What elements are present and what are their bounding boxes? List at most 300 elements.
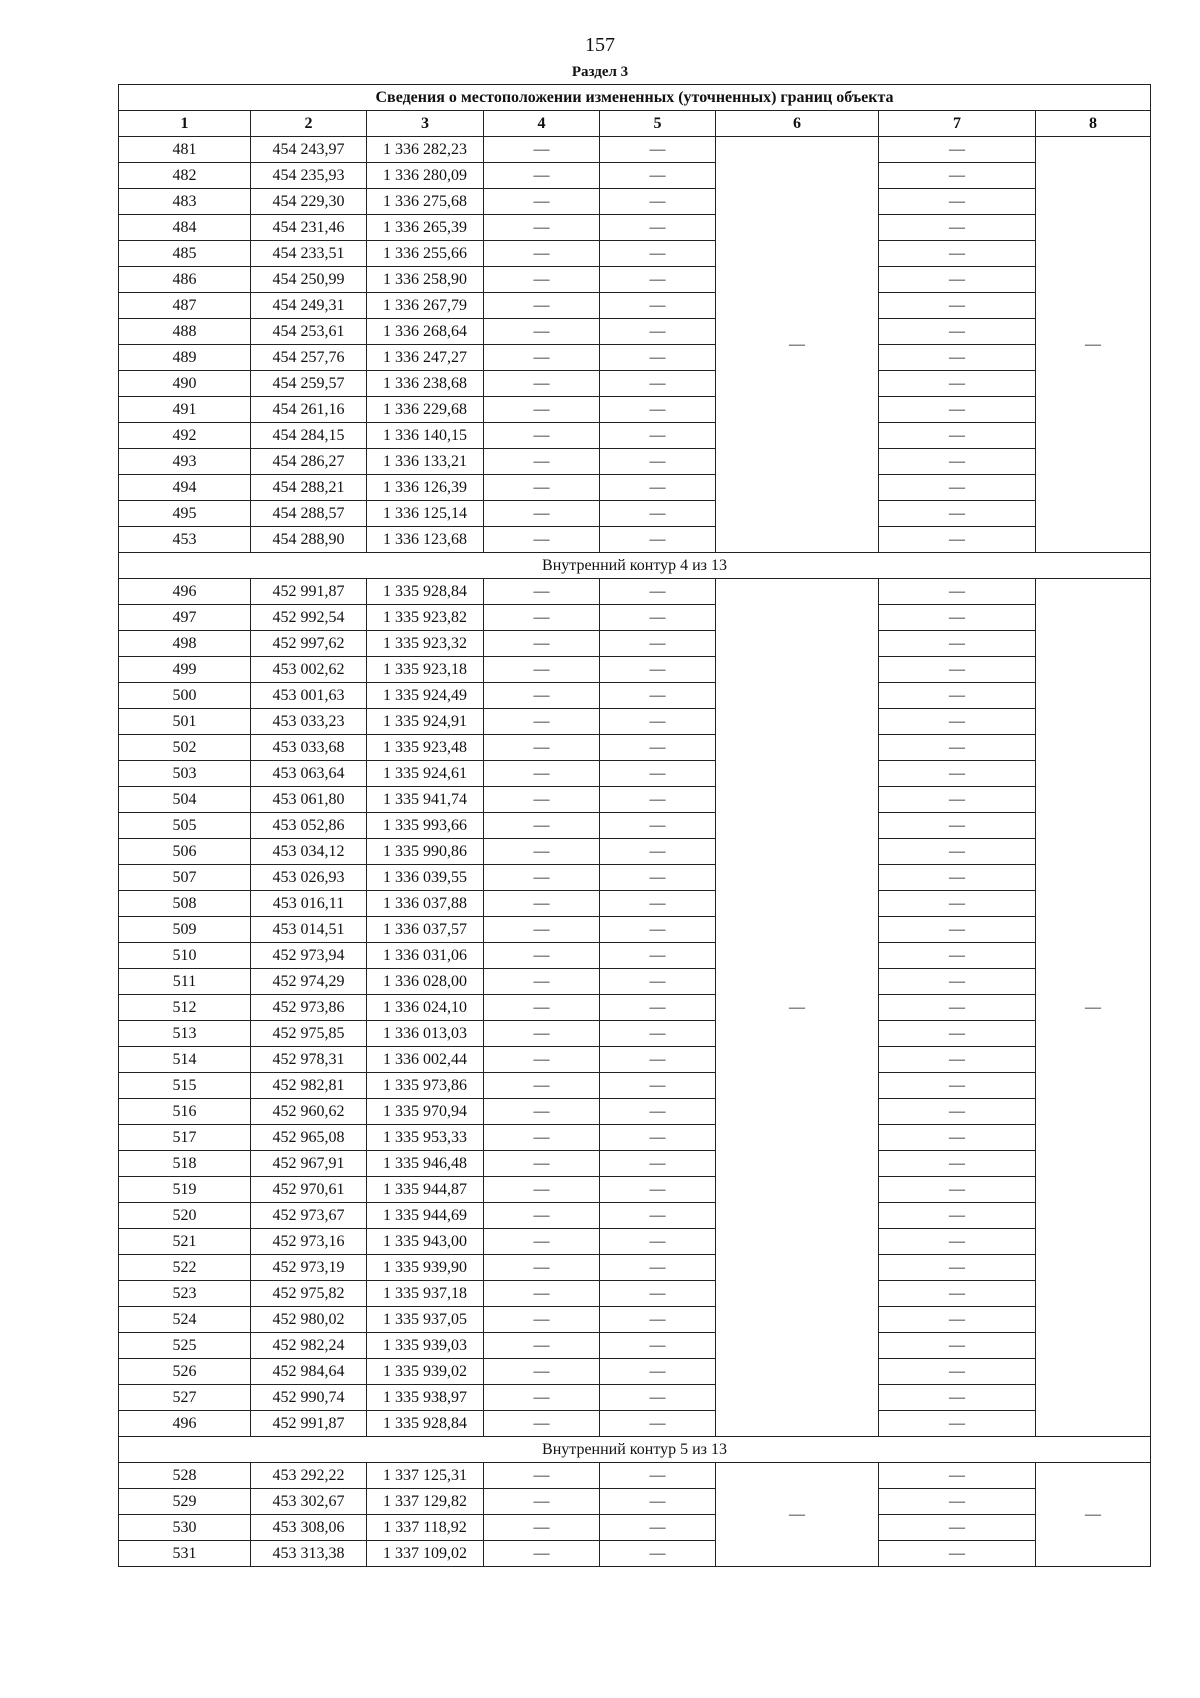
col4-dash-cell: —	[484, 735, 600, 761]
point-number-cell: 521	[119, 1229, 251, 1255]
point-number-cell: 493	[119, 449, 251, 475]
col5-dash-cell: —	[600, 1073, 716, 1099]
point-number-cell: 501	[119, 709, 251, 735]
col7-dash-cell: —	[879, 527, 1036, 553]
coordinate-x-cell: 452 973,94	[251, 943, 367, 969]
coordinate-y-cell: 1 335 924,61	[367, 761, 484, 787]
col4-dash-cell: —	[484, 813, 600, 839]
coordinate-y-cell: 1 337 109,02	[367, 1541, 484, 1567]
col7-dash-cell: —	[879, 865, 1036, 891]
point-number-cell: 526	[119, 1359, 251, 1385]
table-row	[119, 1333, 1151, 1359]
point-number-cell: 499	[119, 657, 251, 683]
page-number: 157	[585, 34, 615, 56]
coordinate-y-cell: 1 336 126,39	[367, 475, 484, 501]
coordinate-x-cell: 454 235,93	[251, 163, 367, 189]
col4-dash-cell: —	[484, 1541, 600, 1567]
point-number-cell: 481	[119, 137, 251, 163]
coordinate-x-cell: 453 033,23	[251, 709, 367, 735]
coordinate-y-cell: 1 336 024,10	[367, 995, 484, 1021]
col4-dash-cell: —	[484, 1125, 600, 1151]
coordinate-x-cell: 452 975,85	[251, 1021, 367, 1047]
point-number-cell: 492	[119, 423, 251, 449]
col5-dash-cell: —	[600, 631, 716, 657]
table-row	[119, 163, 1151, 189]
coordinate-y-cell: 1 335 939,03	[367, 1333, 484, 1359]
coordinate-y-cell: 1 335 928,84	[367, 579, 484, 605]
column-header: 6	[716, 111, 879, 137]
point-number-cell: 505	[119, 813, 251, 839]
coordinate-x-cell: 453 033,68	[251, 735, 367, 761]
col5-dash-cell: —	[600, 917, 716, 943]
point-number-cell: 515	[119, 1073, 251, 1099]
point-number-cell: 510	[119, 943, 251, 969]
coordinate-y-cell: 1 336 133,21	[367, 449, 484, 475]
col7-dash-cell: —	[879, 1541, 1036, 1567]
col4-dash-cell: —	[484, 267, 600, 293]
point-number-cell: 484	[119, 215, 251, 241]
col4-dash-cell: —	[484, 371, 600, 397]
col5-dash-cell: —	[600, 1047, 716, 1073]
point-number-cell: 528	[119, 1463, 251, 1489]
coordinate-y-cell: 1 335 990,86	[367, 839, 484, 865]
coordinate-y-cell: 1 336 282,23	[367, 137, 484, 163]
col5-dash-cell: —	[600, 163, 716, 189]
col4-dash-cell: —	[484, 397, 600, 423]
col7-dash-cell: —	[879, 475, 1036, 501]
point-number-cell: 508	[119, 891, 251, 917]
col4-dash-cell: —	[484, 1099, 600, 1125]
coordinates-table	[118, 84, 1151, 1567]
table-row	[119, 1541, 1151, 1567]
col7-dash-cell: —	[879, 501, 1036, 527]
col4-dash-cell: —	[484, 1151, 600, 1177]
coordinate-x-cell: 452 992,54	[251, 605, 367, 631]
col7-dash-cell: —	[879, 163, 1036, 189]
col5-dash-cell: —	[600, 1307, 716, 1333]
coordinate-y-cell: 1 336 028,00	[367, 969, 484, 995]
table-row	[119, 839, 1151, 865]
col5-dash-cell: —	[600, 293, 716, 319]
point-number-cell: 500	[119, 683, 251, 709]
point-number-cell: 524	[119, 1307, 251, 1333]
col4-dash-cell: —	[484, 1489, 600, 1515]
col7-dash-cell: —	[879, 1151, 1036, 1177]
col7-dash-cell: —	[879, 189, 1036, 215]
coordinate-x-cell: 453 313,38	[251, 1541, 367, 1567]
col4-dash-cell: —	[484, 501, 600, 527]
col5-dash-cell: —	[600, 787, 716, 813]
coordinate-x-cell: 453 061,80	[251, 787, 367, 813]
coordinate-y-cell: 1 336 229,68	[367, 397, 484, 423]
point-number-cell: 483	[119, 189, 251, 215]
coordinate-x-cell: 454 250,99	[251, 267, 367, 293]
coordinate-x-cell: 452 978,31	[251, 1047, 367, 1073]
coordinate-x-cell: 453 052,86	[251, 813, 367, 839]
col7-dash-cell: —	[879, 579, 1036, 605]
col4-dash-cell: —	[484, 215, 600, 241]
col4-dash-cell: —	[484, 423, 600, 449]
coordinate-x-cell: 452 967,91	[251, 1151, 367, 1177]
coordinate-x-cell: 452 980,02	[251, 1307, 367, 1333]
point-number-cell: 496	[119, 1411, 251, 1437]
col5-dash-cell: —	[600, 1099, 716, 1125]
point-number-cell: 502	[119, 735, 251, 761]
table-row	[119, 891, 1151, 917]
point-number-cell: 509	[119, 917, 251, 943]
col6-merged-dash-cell: —	[716, 579, 879, 1437]
point-number-cell: 495	[119, 501, 251, 527]
col4-dash-cell: —	[484, 709, 600, 735]
coordinate-x-cell: 452 960,62	[251, 1099, 367, 1125]
col7-dash-cell: —	[879, 943, 1036, 969]
table-row	[119, 293, 1151, 319]
point-number-cell: 513	[119, 1021, 251, 1047]
col4-dash-cell: —	[484, 1463, 600, 1489]
col4-dash-cell: —	[484, 1073, 600, 1099]
point-number-cell: 520	[119, 1203, 251, 1229]
col4-dash-cell: —	[484, 1203, 600, 1229]
coordinate-y-cell: 1 337 129,82	[367, 1489, 484, 1515]
col4-dash-cell: —	[484, 865, 600, 891]
col7-dash-cell: —	[879, 397, 1036, 423]
table-row	[119, 1021, 1151, 1047]
col4-dash-cell: —	[484, 189, 600, 215]
coordinate-x-cell: 454 259,57	[251, 371, 367, 397]
coordinate-y-cell: 1 335 973,86	[367, 1073, 484, 1099]
column-header: 1	[119, 111, 251, 137]
col4-dash-cell: —	[484, 1333, 600, 1359]
coordinate-y-cell: 1 335 939,90	[367, 1255, 484, 1281]
column-header: 4	[484, 111, 600, 137]
col5-dash-cell: —	[600, 995, 716, 1021]
point-number-cell: 517	[119, 1125, 251, 1151]
point-number-cell: 494	[119, 475, 251, 501]
col4-dash-cell: —	[484, 761, 600, 787]
point-number-cell: 486	[119, 267, 251, 293]
table-row	[119, 1411, 1151, 1437]
col7-dash-cell: —	[879, 1307, 1036, 1333]
col5-dash-cell: —	[600, 1515, 716, 1541]
col7-dash-cell: —	[879, 1255, 1036, 1281]
table-row	[119, 397, 1151, 423]
coordinate-x-cell: 453 063,64	[251, 761, 367, 787]
col7-dash-cell: —	[879, 761, 1036, 787]
col5-dash-cell: —	[600, 1463, 716, 1489]
point-number-cell: 482	[119, 163, 251, 189]
coordinate-y-cell: 1 336 037,57	[367, 917, 484, 943]
point-number-cell: 529	[119, 1489, 251, 1515]
col5-dash-cell: —	[600, 1151, 716, 1177]
col5-dash-cell: —	[600, 579, 716, 605]
coordinate-y-cell: 1 336 013,03	[367, 1021, 484, 1047]
col5-dash-cell: —	[600, 1333, 716, 1359]
table-row	[119, 1489, 1151, 1515]
col7-dash-cell: —	[879, 891, 1036, 917]
table-row	[119, 1099, 1151, 1125]
table-row	[119, 865, 1151, 891]
table-row	[119, 761, 1151, 787]
col5-dash-cell: —	[600, 345, 716, 371]
coordinate-x-cell: 454 288,90	[251, 527, 367, 553]
point-number-cell: 530	[119, 1515, 251, 1541]
col5-dash-cell: —	[600, 605, 716, 631]
col5-dash-cell: —	[600, 189, 716, 215]
coordinate-y-cell: 1 335 944,69	[367, 1203, 484, 1229]
coordinate-y-cell: 1 336 125,14	[367, 501, 484, 527]
col4-dash-cell: —	[484, 917, 600, 943]
col7-dash-cell: —	[879, 1359, 1036, 1385]
coordinate-y-cell: 1 335 941,74	[367, 787, 484, 813]
coordinate-x-cell: 452 997,62	[251, 631, 367, 657]
coordinate-x-cell: 452 970,61	[251, 1177, 367, 1203]
coordinate-x-cell: 453 002,62	[251, 657, 367, 683]
col7-dash-cell: —	[879, 215, 1036, 241]
col5-dash-cell: —	[600, 1359, 716, 1385]
table-row	[119, 605, 1151, 631]
col7-dash-cell: —	[879, 319, 1036, 345]
table-row	[119, 683, 1151, 709]
table-row	[119, 1047, 1151, 1073]
col7-dash-cell: —	[879, 1489, 1036, 1515]
coordinate-x-cell: 452 984,64	[251, 1359, 367, 1385]
col7-dash-cell: —	[879, 709, 1036, 735]
col4-dash-cell: —	[484, 1281, 600, 1307]
coordinate-y-cell: 1 336 280,09	[367, 163, 484, 189]
coordinate-x-cell: 453 034,12	[251, 839, 367, 865]
col7-dash-cell: —	[879, 1385, 1036, 1411]
col7-dash-cell: —	[879, 1411, 1036, 1437]
point-number-cell: 503	[119, 761, 251, 787]
point-number-cell: 497	[119, 605, 251, 631]
table-row	[119, 943, 1151, 969]
col5-dash-cell: —	[600, 267, 716, 293]
point-number-cell: 498	[119, 631, 251, 657]
coordinate-x-cell: 452 982,24	[251, 1333, 367, 1359]
point-number-cell: 453	[119, 527, 251, 553]
coordinate-y-cell: 1 336 275,68	[367, 189, 484, 215]
col7-dash-cell: —	[879, 813, 1036, 839]
col7-dash-cell: —	[879, 345, 1036, 371]
coordinate-y-cell: 1 335 993,66	[367, 813, 484, 839]
col4-dash-cell: —	[484, 137, 600, 163]
col7-dash-cell: —	[879, 631, 1036, 657]
col5-dash-cell: —	[600, 1203, 716, 1229]
col4-dash-cell: —	[484, 1515, 600, 1541]
point-number-cell: 519	[119, 1177, 251, 1203]
coordinate-y-cell: 1 335 938,97	[367, 1385, 484, 1411]
col7-dash-cell: —	[879, 839, 1036, 865]
col5-dash-cell: —	[600, 657, 716, 683]
col5-dash-cell: —	[600, 735, 716, 761]
col4-dash-cell: —	[484, 1021, 600, 1047]
contour-label: Внутренний контур 5 из 13	[119, 1437, 1151, 1463]
col7-dash-cell: —	[879, 735, 1036, 761]
contour-label: Внутренний контур 4 из 13	[119, 553, 1151, 579]
table-row	[119, 579, 1151, 605]
coordinate-y-cell: 1 335 924,49	[367, 683, 484, 709]
table-row	[119, 319, 1151, 345]
coordinate-x-cell: 452 973,86	[251, 995, 367, 1021]
coordinate-x-cell: 452 973,19	[251, 1255, 367, 1281]
table-row	[119, 1073, 1151, 1099]
point-number-cell: 491	[119, 397, 251, 423]
coordinate-x-cell: 454 284,15	[251, 423, 367, 449]
col4-dash-cell: —	[484, 319, 600, 345]
col7-dash-cell: —	[879, 423, 1036, 449]
col5-dash-cell: —	[600, 1385, 716, 1411]
col5-dash-cell: —	[600, 943, 716, 969]
col5-dash-cell: —	[600, 1125, 716, 1151]
point-number-cell: 516	[119, 1099, 251, 1125]
table-row	[119, 657, 1151, 683]
coordinate-y-cell: 1 335 924,91	[367, 709, 484, 735]
column-header: 3	[367, 111, 484, 137]
coordinate-x-cell: 454 231,46	[251, 215, 367, 241]
col4-dash-cell: —	[484, 891, 600, 917]
col5-dash-cell: —	[600, 813, 716, 839]
col7-dash-cell: —	[879, 1203, 1036, 1229]
col7-dash-cell: —	[879, 1229, 1036, 1255]
col7-dash-cell: —	[879, 1125, 1036, 1151]
table-row	[119, 1307, 1151, 1333]
col4-dash-cell: —	[484, 1255, 600, 1281]
coordinate-y-cell: 1 336 267,79	[367, 293, 484, 319]
coordinate-x-cell: 452 975,82	[251, 1281, 367, 1307]
col4-dash-cell: —	[484, 995, 600, 1021]
coordinate-y-cell: 1 335 937,05	[367, 1307, 484, 1333]
col7-dash-cell: —	[879, 1021, 1036, 1047]
col4-dash-cell: —	[484, 631, 600, 657]
point-number-cell: 527	[119, 1385, 251, 1411]
col4-dash-cell: —	[484, 579, 600, 605]
coordinate-y-cell: 1 335 937,18	[367, 1281, 484, 1307]
coordinate-y-cell: 1 337 125,31	[367, 1463, 484, 1489]
col5-dash-cell: —	[600, 501, 716, 527]
col8-merged-dash-cell: —	[1036, 579, 1151, 1437]
table-row	[119, 709, 1151, 735]
coordinate-x-cell: 454 233,51	[251, 241, 367, 267]
col4-dash-cell: —	[484, 787, 600, 813]
coordinate-y-cell: 1 335 943,00	[367, 1229, 484, 1255]
table-row	[119, 995, 1151, 1021]
point-number-cell: 525	[119, 1333, 251, 1359]
col4-dash-cell: —	[484, 293, 600, 319]
point-number-cell: 496	[119, 579, 251, 605]
coordinate-x-cell: 453 302,67	[251, 1489, 367, 1515]
coordinate-y-cell: 1 335 923,48	[367, 735, 484, 761]
coordinate-y-cell: 1 336 255,66	[367, 241, 484, 267]
coordinate-x-cell: 454 257,76	[251, 345, 367, 371]
table-row	[119, 501, 1151, 527]
col4-dash-cell: —	[484, 969, 600, 995]
coordinate-y-cell: 1 337 118,92	[367, 1515, 484, 1541]
col4-dash-cell: —	[484, 1047, 600, 1073]
coordinate-x-cell: 453 308,06	[251, 1515, 367, 1541]
column-header: 8	[1036, 111, 1151, 137]
table-row	[119, 527, 1151, 553]
col4-dash-cell: —	[484, 449, 600, 475]
col4-dash-cell: —	[484, 1411, 600, 1437]
coordinate-y-cell: 1 335 923,82	[367, 605, 484, 631]
table-row	[119, 917, 1151, 943]
coordinate-x-cell: 454 288,57	[251, 501, 367, 527]
table-title: Сведения о местоположении измененных (уточненных) границ объекта	[119, 85, 1151, 111]
table-row	[119, 631, 1151, 657]
coordinate-y-cell: 1 336 238,68	[367, 371, 484, 397]
col4-dash-cell: —	[484, 475, 600, 501]
coordinate-x-cell: 452 990,74	[251, 1385, 367, 1411]
coordinate-y-cell: 1 335 944,87	[367, 1177, 484, 1203]
table-row	[119, 241, 1151, 267]
coordinate-x-cell: 452 973,16	[251, 1229, 367, 1255]
col4-dash-cell: —	[484, 163, 600, 189]
coordinate-y-cell: 1 336 037,88	[367, 891, 484, 917]
point-number-cell: 531	[119, 1541, 251, 1567]
col4-dash-cell: —	[484, 1229, 600, 1255]
coordinate-x-cell: 453 001,63	[251, 683, 367, 709]
col5-dash-cell: —	[600, 761, 716, 787]
point-number-cell: 488	[119, 319, 251, 345]
coordinate-y-cell: 1 335 928,84	[367, 1411, 484, 1437]
column-header-row	[119, 111, 1151, 137]
table-row	[119, 735, 1151, 761]
coordinate-y-cell: 1 335 923,18	[367, 657, 484, 683]
coordinate-x-cell: 452 974,29	[251, 969, 367, 995]
table-row	[119, 1463, 1151, 1489]
coordinate-y-cell: 1 335 939,02	[367, 1359, 484, 1385]
point-number-cell: 511	[119, 969, 251, 995]
coordinate-x-cell: 454 286,27	[251, 449, 367, 475]
coordinate-y-cell: 1 336 002,44	[367, 1047, 484, 1073]
table-row	[119, 1359, 1151, 1385]
col4-dash-cell: —	[484, 943, 600, 969]
col5-dash-cell: —	[600, 475, 716, 501]
coordinate-y-cell: 1 336 268,64	[367, 319, 484, 345]
col8-merged-dash-cell: —	[1036, 1463, 1151, 1567]
col8-merged-dash-cell: —	[1036, 137, 1151, 553]
point-number-cell: 512	[119, 995, 251, 1021]
col4-dash-cell: —	[484, 1307, 600, 1333]
coordinate-y-cell: 1 335 953,33	[367, 1125, 484, 1151]
col7-dash-cell: —	[879, 683, 1036, 709]
col7-dash-cell: —	[879, 1333, 1036, 1359]
contour-label-row	[119, 1437, 1151, 1463]
table-row	[119, 1255, 1151, 1281]
coordinate-y-cell: 1 336 039,55	[367, 865, 484, 891]
col5-dash-cell: —	[600, 969, 716, 995]
point-number-cell: 522	[119, 1255, 251, 1281]
col7-dash-cell: —	[879, 787, 1036, 813]
col7-dash-cell: —	[879, 371, 1036, 397]
col4-dash-cell: —	[484, 241, 600, 267]
coordinate-x-cell: 454 249,31	[251, 293, 367, 319]
col7-dash-cell: —	[879, 1281, 1036, 1307]
table-row	[119, 969, 1151, 995]
col4-dash-cell: —	[484, 1359, 600, 1385]
col5-dash-cell: —	[600, 1229, 716, 1255]
col5-dash-cell: —	[600, 839, 716, 865]
point-number-cell: 506	[119, 839, 251, 865]
col4-dash-cell: —	[484, 605, 600, 631]
coordinate-x-cell: 454 243,97	[251, 137, 367, 163]
table-row	[119, 137, 1151, 163]
col5-dash-cell: —	[600, 371, 716, 397]
table-row	[119, 813, 1151, 839]
col5-dash-cell: —	[600, 137, 716, 163]
col7-dash-cell: —	[879, 995, 1036, 1021]
col6-merged-dash-cell: —	[716, 1463, 879, 1567]
